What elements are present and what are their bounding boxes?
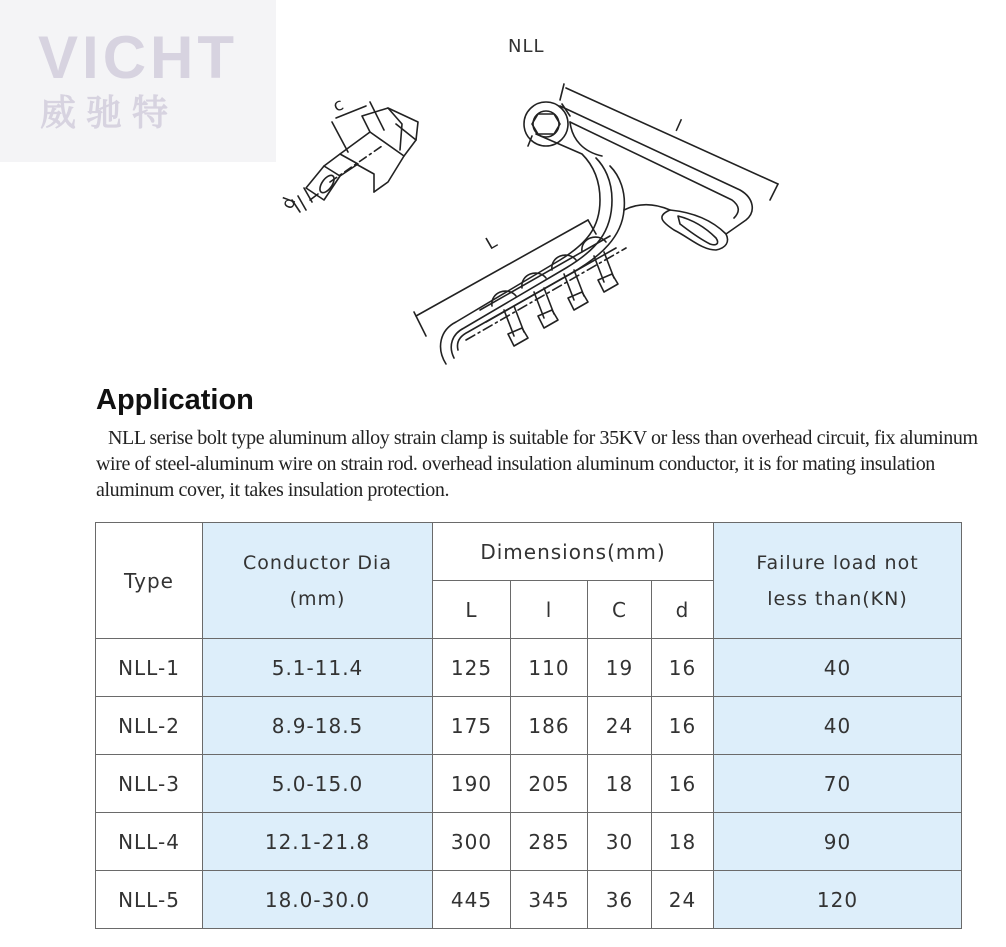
cell-l: 110: [511, 639, 588, 697]
cell-type: NLL-5: [96, 871, 203, 929]
table-row: [96, 755, 962, 813]
header-conductor-line1: Conductor Dia: [243, 551, 392, 574]
header-failure-line1: Failure load not: [756, 551, 919, 574]
header-type: Type: [96, 523, 203, 639]
table-row: [96, 697, 962, 755]
cell-L: 125: [433, 639, 511, 697]
cell-l: 285: [511, 813, 588, 871]
cell-d: 16: [652, 697, 714, 755]
cell-C: 19: [588, 639, 652, 697]
table-header-row: [96, 523, 962, 581]
header-dimensions: Dimensions(mm): [433, 523, 714, 581]
cell-type: NLL-3: [96, 755, 203, 813]
cell-C: 24: [588, 697, 652, 755]
cell-type: NLL-2: [96, 697, 203, 755]
cell-C: 30: [588, 813, 652, 871]
cell-C: 18: [588, 755, 652, 813]
cell-L: 445: [433, 871, 511, 929]
clamp-body-illustration: [414, 84, 778, 364]
cell-d: 24: [652, 871, 714, 929]
diagram-title: NLL: [508, 36, 545, 57]
cell-failure-load: 70: [714, 755, 962, 813]
cell-L: 300: [433, 813, 511, 871]
dimension-label-L: L: [482, 232, 501, 255]
cell-C: 36: [588, 871, 652, 929]
cell-L: 175: [433, 697, 511, 755]
table-row: [96, 639, 962, 697]
header-conductor-line2: (mm): [289, 587, 346, 610]
cell-d: 18: [652, 813, 714, 871]
header-d: d: [652, 581, 714, 639]
cell-conductor-dia: 5.0-15.0: [203, 755, 433, 813]
logo-chinese-text: 威驰特: [40, 93, 179, 134]
bolt-detail-illustration: [292, 102, 418, 212]
application-description: NLL serise bolt type aluminum alloy strain clamp is suitable for 35KV or less than overhead circuit, fix aluminum wire of steel-aluminum wire on strain rod. overhead insulation aluminum conductor, it is for mating insulation aluminum cover, it takes insulation protection.: [96, 427, 978, 501]
cell-conductor-dia: 18.0-30.0: [203, 871, 433, 929]
dimension-label-c: c: [330, 94, 347, 117]
application-heading: Application: [96, 384, 254, 416]
cell-conductor-dia: 8.9-18.5: [203, 697, 433, 755]
cell-failure-load: 90: [714, 813, 962, 871]
cell-d: 16: [652, 755, 714, 813]
dimension-label-d: d: [277, 194, 301, 212]
cell-l: 345: [511, 871, 588, 929]
header-conductor-dia: [203, 523, 433, 639]
dimension-label-l: l: [671, 116, 685, 137]
header-failure-line2: less than(KN): [767, 587, 908, 610]
cell-conductor-dia: 12.1-21.8: [203, 813, 433, 871]
header-L: L: [433, 581, 511, 639]
header-failure-load: [714, 523, 962, 639]
cell-failure-load: 120: [714, 871, 962, 929]
cell-failure-load: 40: [714, 639, 962, 697]
logo-latin-text: VICHT: [38, 24, 238, 91]
clamp-diagram: [270, 60, 800, 375]
cell-type: NLL-1: [96, 639, 203, 697]
header-C: C: [588, 581, 652, 639]
cell-d: 16: [652, 639, 714, 697]
cell-conductor-dia: 5.1-11.4: [203, 639, 433, 697]
spec-table: [95, 522, 962, 929]
cell-l: 186: [511, 697, 588, 755]
cell-type: NLL-4: [96, 813, 203, 871]
table-row: [96, 813, 962, 871]
table-row: [96, 871, 962, 929]
cell-L: 190: [433, 755, 511, 813]
header-l: l: [511, 581, 588, 639]
logo-watermark: [0, 0, 276, 162]
cell-l: 205: [511, 755, 588, 813]
cell-failure-load: 40: [714, 697, 962, 755]
